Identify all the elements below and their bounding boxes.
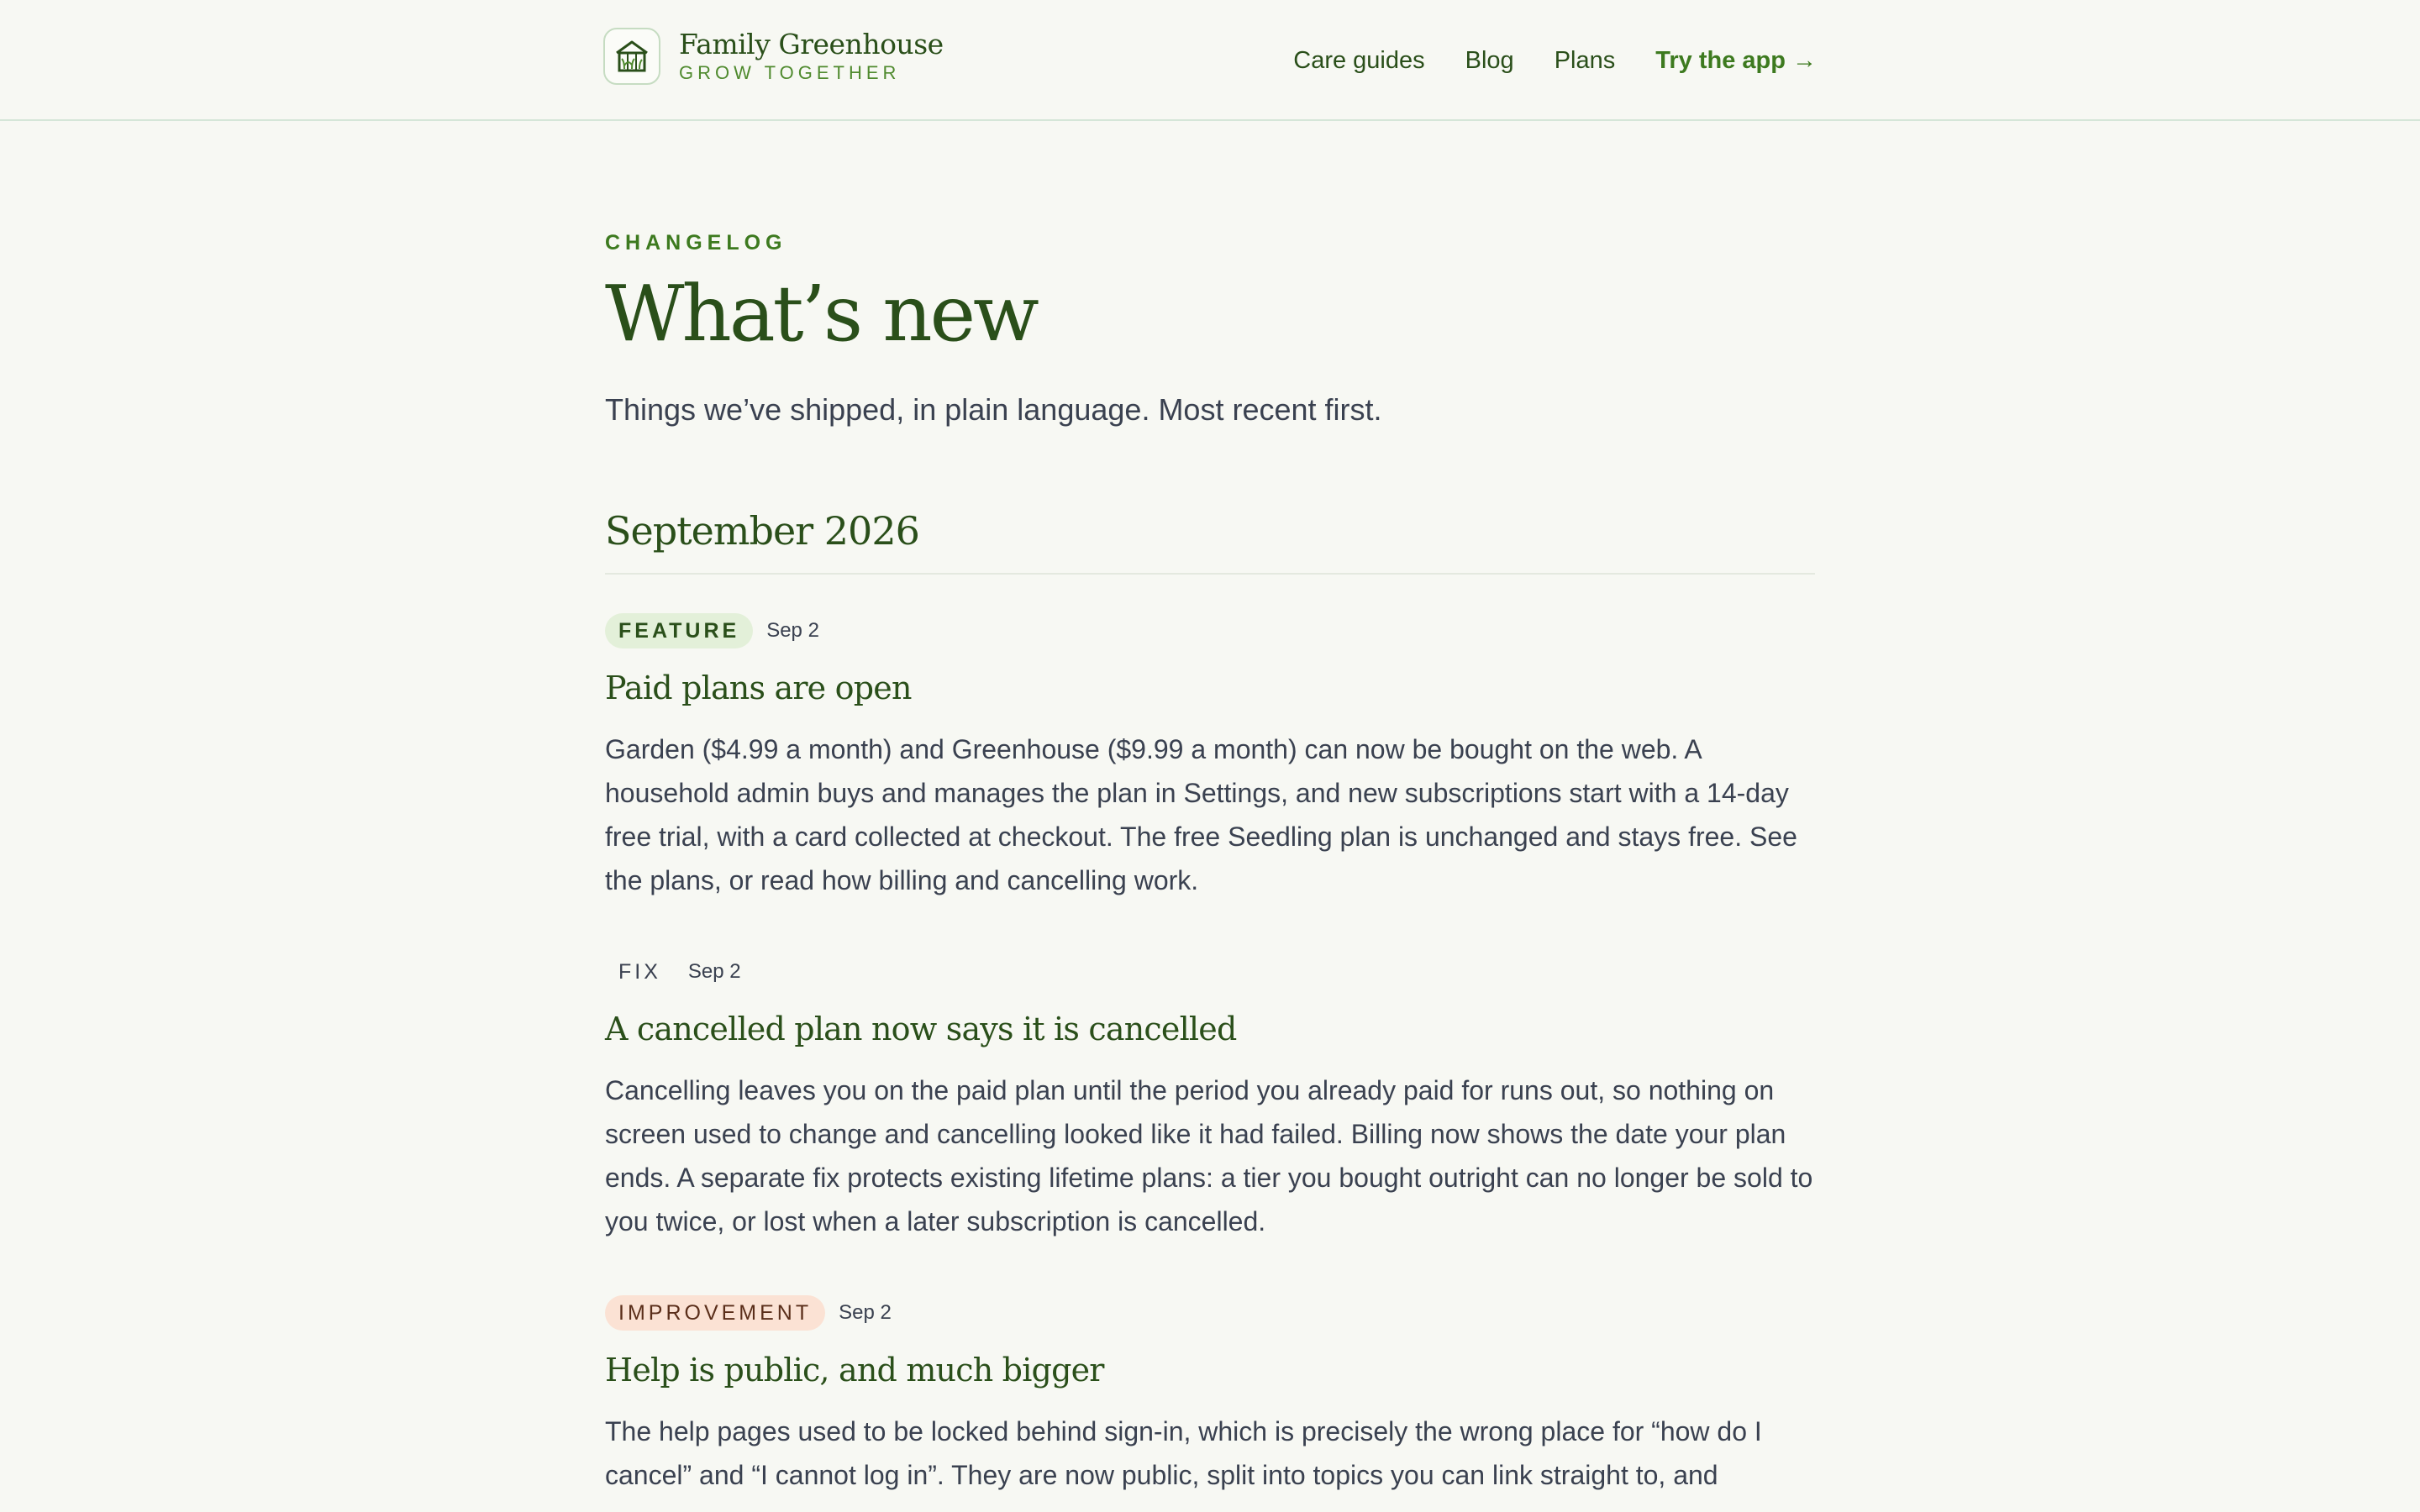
entry-body: Cancelling leaves you on the paid plan until the period you already paid for runs out, so nothing on screen used to change and cancelling looked like it had failed. Billing now shows the date your plan ends. A separate fix protects existing lifetime plans: a tier you bought outright can no longer be sold to you twice, or lost when a later subscription is cancelled. [605, 1075, 1813, 1236]
fix-badge: FIX [618, 960, 661, 984]
brand-name: Family Greenhouse [679, 28, 944, 60]
feature-badge: FEATURE [605, 613, 753, 648]
changelog-entry [605, 613, 1815, 902]
brand-tagline: GROW TOGETHER [679, 62, 901, 83]
entry-date: Sep 2 [839, 1301, 892, 1324]
entry-body: The help pages used to be locked behind sign-in, which is precisely the wrong place for “how do I cancel” and “I cannot log in”. They are now public, split into topics you can link straight to, and [605, 1416, 1762, 1490]
brand-home-link[interactable] [603, 27, 944, 86]
month-heading: September 2026 [605, 506, 1815, 575]
entry-meta [605, 613, 1815, 648]
entry-title: Paid plans are open [605, 669, 912, 706]
improvement-badge: IMPROVEMENT [605, 1295, 825, 1331]
changelog-entry [605, 1295, 1815, 1497]
entry-meta [605, 954, 1815, 990]
entry-date: Sep 2 [687, 960, 741, 983]
nav-blog[interactable]: Blog [1465, 46, 1514, 74]
entry-date: Sep 2 [766, 619, 819, 642]
entry-body: Garden ($4.99 a month) and Greenhouse ($9.99 a month) can now be bought on the web. A household admin buys and manages the plan in Settings, and new subscriptions start with a 14-day free trial, with a card collected at checkout. The free Seedling plan is unchanged and stays free. See the plans, or read how billing and cancelling work. [605, 734, 1797, 895]
changelog-entry [605, 954, 1815, 1243]
page-lede: Things we’ve shipped, in plain language. Most recent first. [605, 392, 1382, 427]
changelog-content [605, 228, 1815, 1497]
entry-title: A cancelled plan now says it is cancelled [605, 1011, 1237, 1047]
main-nav [1253, 42, 1817, 79]
nav-care-guides[interactable]: Care guides [1293, 46, 1425, 74]
greenhouse-logo-icon [603, 28, 660, 85]
nav-plans[interactable]: Plans [1554, 46, 1616, 74]
entry-meta [605, 1295, 1815, 1331]
page-title: What’s new [605, 269, 1037, 359]
try-the-app-link[interactable]: Try the app → [1655, 46, 1817, 74]
entry-title: Help is public, and much bigger [605, 1352, 1104, 1389]
top-bar [0, 0, 2420, 121]
brand-text [679, 28, 944, 85]
page-eyebrow: CHANGELOG [605, 231, 787, 255]
